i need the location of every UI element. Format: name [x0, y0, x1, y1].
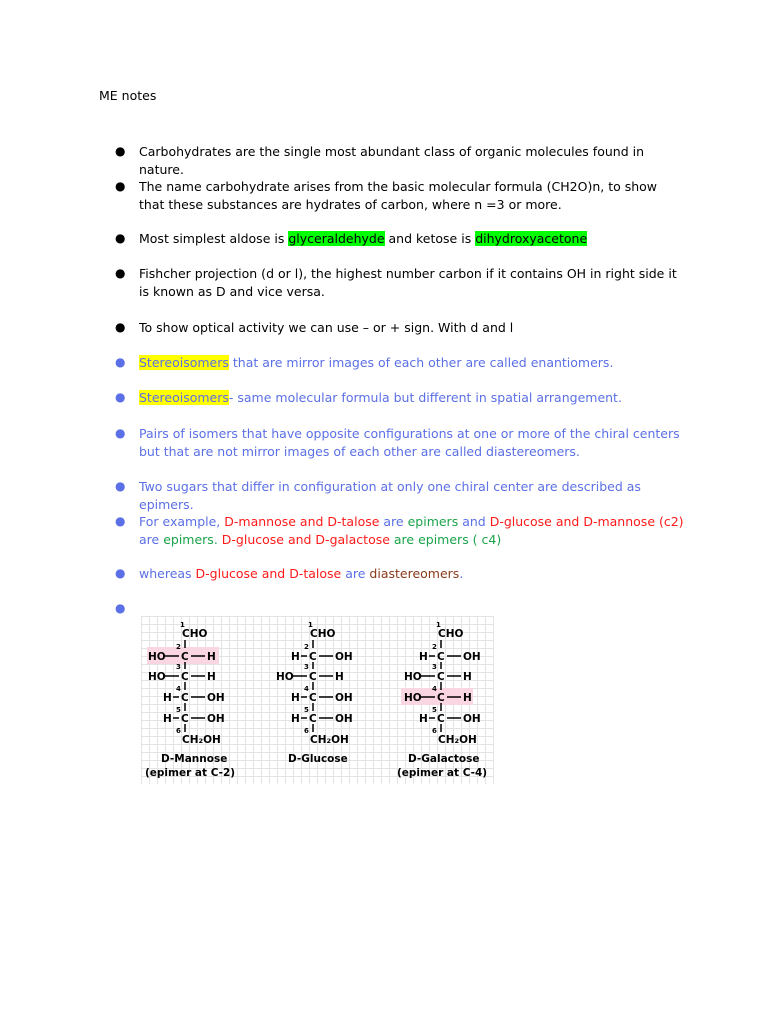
aldehyde-group: CHO [310, 628, 336, 640]
bullet-icon: ● [115, 479, 126, 493]
term-epimers: epimers [407, 514, 459, 529]
term-epimers: epimers. [163, 531, 218, 547]
glucose-structure [276, 621, 353, 765]
carbon-number: 6 [176, 727, 181, 735]
sugar-name: D-Mannose [161, 753, 228, 765]
note-text: For example, [139, 514, 225, 529]
bullet-icon: ● [115, 144, 126, 158]
substituent-left: H [419, 713, 428, 725]
list-item [115, 143, 684, 178]
carbon-number: 2 [432, 643, 437, 651]
note-text: Most simplest aldose is [139, 231, 289, 246]
note-text: whereas [139, 566, 196, 581]
carbon-number: 3 [304, 663, 309, 671]
note-text: - same molecular formula but different in spatial arrangement. [228, 390, 622, 405]
list-item [115, 565, 684, 583]
carbon-atom: C [437, 713, 445, 725]
note-text: Fishcher projection (d or l), the highest number carbon if it contains OH in right side it is known as D and vice versa. [139, 266, 677, 299]
galactose-structure [397, 621, 487, 779]
substituent-left: H [163, 692, 172, 704]
note-text: that are mirror images of each other are called enantiomers. [228, 355, 614, 370]
carbon-number: 3 [432, 663, 437, 671]
carbon-number: 4 [432, 685, 437, 693]
epimer-note: (epimer at C-2) [145, 767, 236, 779]
carbon-number: 6 [304, 727, 309, 735]
carbon-atom: C [309, 651, 317, 663]
carbon-number: 4 [176, 685, 181, 693]
highlighted-term: Stereoisomers [139, 390, 229, 405]
bullet-icon: ● [115, 601, 126, 615]
mannose-structure [145, 621, 235, 779]
note-text: To show optical activity we can use – or + sign. With d and l [139, 320, 514, 335]
bullet-icon: ● [115, 390, 126, 404]
list-item [115, 178, 684, 213]
substituent-left: HO [148, 651, 166, 663]
substituent-left: H [291, 692, 300, 704]
bullet-icon: ● [115, 266, 126, 280]
note-text: Two sugars that differ in configuration at only one chiral center are described as epimers. [139, 479, 641, 512]
bullet-icon: ● [115, 566, 126, 580]
highlighted-term: Stereoisomers [139, 355, 229, 370]
note-text: are [379, 514, 408, 529]
carbon-atom: C [181, 692, 189, 704]
note-text: and ketose is [384, 231, 476, 246]
list-item [115, 230, 684, 248]
primary-alcohol-group: CH₂OH [310, 734, 349, 746]
note-text: The name carbohydrate arises from the basic molecular formula (CH2O)n, to show that these substances are hydrates of carbon, where n =3 or more. [139, 179, 658, 212]
sugar-pair: D-glucose and D-mannose (c2) [489, 514, 684, 529]
carbon-atom: C [181, 651, 189, 663]
carbon-atom: C [437, 671, 445, 683]
note-text: . [459, 566, 464, 581]
substituent-left: H [291, 651, 300, 663]
bullet-icon: ● [115, 320, 126, 334]
note-text: Pairs of isomers that have opposite configurations at one or more of the chiral centers but that are not mirror images of each other are called diastereomers. [139, 426, 680, 459]
substituent-left: HO [276, 671, 294, 683]
bullet-icon: ● [115, 231, 126, 245]
substituent-right: OH [463, 651, 481, 663]
fischer-projections-svg [141, 616, 494, 784]
epimer-note: (epimer at C-4) [397, 767, 488, 779]
note-text: are [139, 531, 164, 547]
sugar-pair: D-glucose and D-talose [195, 566, 342, 581]
carbon-number: 2 [304, 643, 309, 651]
carbon-number: 5 [432, 706, 437, 714]
list-item [115, 319, 684, 337]
note-text: and [458, 514, 490, 529]
list-item [115, 478, 684, 513]
substituent-right: OH [335, 713, 353, 725]
substituent-left: H [163, 713, 172, 725]
primary-alcohol-group: CH₂OH [182, 734, 221, 746]
carbon-number: 2 [176, 643, 181, 651]
carbon-number: 1 [180, 621, 185, 629]
list-item [115, 265, 684, 300]
substituent-left: HO [148, 671, 166, 683]
substituent-right: H [463, 692, 472, 704]
carbon-number: 6 [432, 727, 437, 735]
page-title: ME notes [99, 88, 157, 103]
substituent-right: OH [463, 713, 481, 725]
substituent-right: OH [207, 713, 225, 725]
carbon-atom: C [309, 671, 317, 683]
bullet-icon: ● [115, 426, 126, 440]
bullet-icon: ● [115, 355, 126, 369]
highlighted-term: dihydroxyacetone [475, 231, 588, 246]
substituent-right: H [207, 671, 216, 683]
substituent-right: OH [207, 692, 225, 704]
sugar-pair: D-mannose and D-talose [224, 514, 380, 529]
bullet-icon: ● [115, 179, 126, 193]
substituent-left: H [419, 651, 428, 663]
fischer-projections-figure [141, 616, 494, 784]
list-item [115, 513, 684, 548]
list-item [115, 389, 684, 407]
term-diastereomers: diastereomers [369, 566, 460, 581]
aldehyde-group: CHO [182, 628, 208, 640]
aldehyde-group: CHO [438, 628, 464, 640]
substituent-right: OH [335, 651, 353, 663]
carbon-atom: C [437, 692, 445, 704]
carbon-number: 1 [308, 621, 313, 629]
carbon-number: 1 [436, 621, 441, 629]
term-epimers: are epimers ( c4) [389, 531, 502, 547]
carbon-atom: C [181, 713, 189, 725]
carbon-number: 5 [304, 706, 309, 714]
substituent-left: H [291, 713, 300, 725]
carbon-atom: C [309, 713, 317, 725]
carbon-atom: C [309, 692, 317, 704]
primary-alcohol-group: CH₂OH [438, 734, 477, 746]
note-text: are [341, 566, 370, 581]
carbon-number: 4 [304, 685, 309, 693]
list-item [115, 425, 684, 460]
sugar-pair: D-glucose and D-galactose [221, 531, 390, 547]
substituent-left: HO [404, 671, 422, 683]
bullet-icon: ● [115, 514, 126, 528]
carbon-atom: C [437, 651, 445, 663]
substituent-right: H [463, 671, 472, 683]
substituent-left: HO [404, 692, 422, 704]
highlighted-term: glyceraldehyde [288, 231, 385, 246]
sugar-name: D-Glucose [288, 753, 348, 765]
carbon-number: 3 [176, 663, 181, 671]
list-item [115, 354, 684, 372]
substituent-right: H [207, 651, 216, 663]
substituent-right: H [335, 671, 344, 683]
sugar-name: D-Galactose [408, 753, 480, 765]
note-text: Carbohydrates are the single most abundant class of organic molecules found in nature. [139, 144, 644, 177]
substituent-right: OH [335, 692, 353, 704]
carbon-number: 5 [176, 706, 181, 714]
carbon-atom: C [181, 671, 189, 683]
